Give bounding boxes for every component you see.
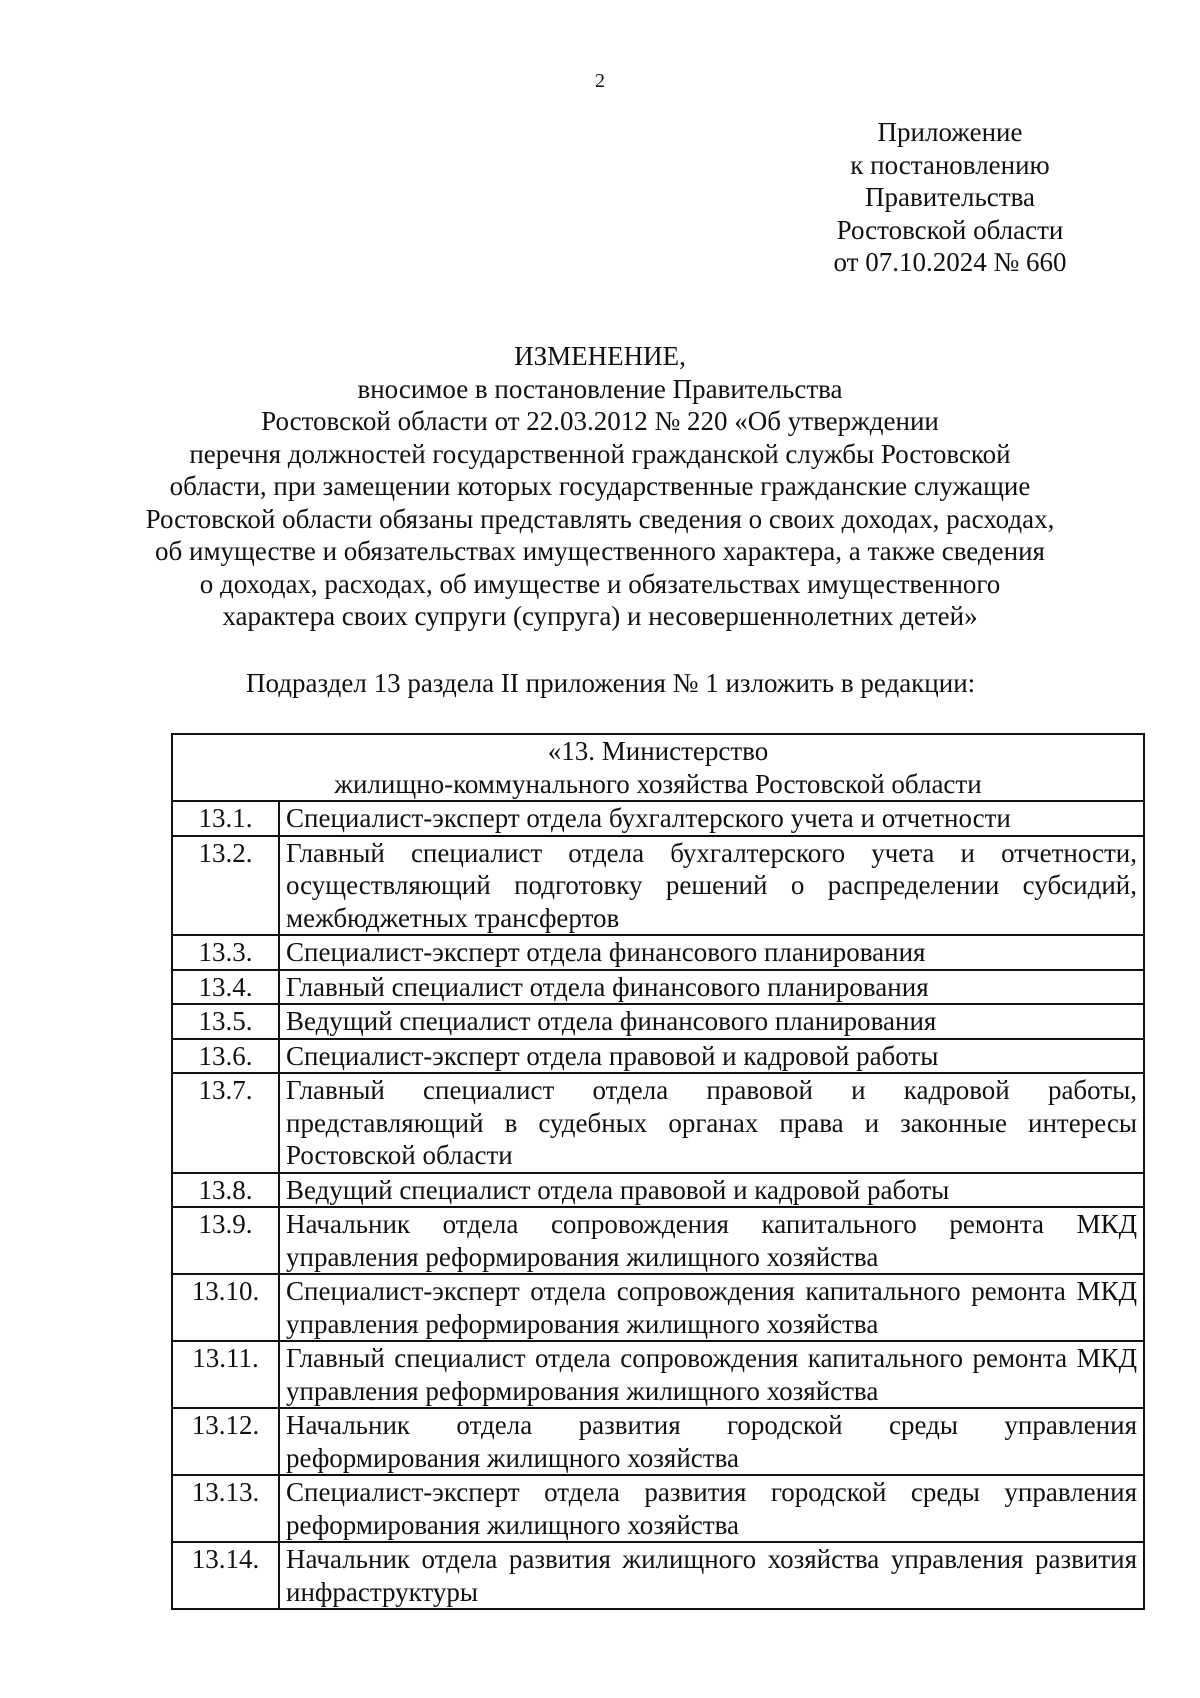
position-number: 13.6. bbox=[172, 1039, 279, 1074]
position-number: 13.9. bbox=[172, 1207, 279, 1274]
position-title: Главный специалист отдела бухгалтерского учета и отчетности, осуществляющий подготовку решений о распределении субсидий, межбюджетных трансфертов bbox=[279, 836, 1144, 936]
table-row bbox=[172, 1039, 1144, 1074]
position-title: Главный специалист отдела сопровождения капитального ремонта МКД управления реформирования жилищного хозяйства bbox=[279, 1341, 1144, 1408]
position-number: 13.2. bbox=[172, 836, 279, 936]
table-row bbox=[172, 1004, 1144, 1039]
table-row bbox=[172, 836, 1144, 936]
position-number: 13.13. bbox=[172, 1475, 279, 1542]
positions-table bbox=[171, 733, 1145, 1610]
title-line: Ростовской области от 22.03.2012 № 220 «Об утверждении bbox=[261, 406, 939, 436]
position-number: 13.14. bbox=[172, 1542, 279, 1609]
table-row bbox=[172, 970, 1144, 1005]
position-title: Начальник отдела развития жилищного хозяйства управления развития инфраструктуры bbox=[279, 1542, 1144, 1609]
document-title bbox=[120, 340, 1080, 633]
approval-line: Приложение bbox=[877, 117, 1023, 147]
position-title: Начальник отдела развития городской среды управления реформирования жилищного хозяйства bbox=[279, 1408, 1144, 1475]
table-row bbox=[172, 801, 1144, 836]
position-number: 13.10. bbox=[172, 1274, 279, 1341]
position-number: 13.11. bbox=[172, 1341, 279, 1408]
ministry-name: жилищно-коммунального хозяйства Ростовской области bbox=[334, 768, 982, 799]
title-line: перечня должностей государственной гражданской службы Ростовской bbox=[189, 438, 1011, 469]
table-row bbox=[172, 1207, 1144, 1274]
position-number: 13.1. bbox=[172, 801, 279, 836]
approval-line: Правительства bbox=[865, 182, 1035, 212]
position-title: Специалист-эксперт отдела финансового планирования bbox=[279, 935, 1144, 970]
table-row bbox=[172, 1408, 1144, 1475]
position-title: Главный специалист отдела финансового планирования bbox=[279, 970, 1144, 1005]
table-row bbox=[172, 1341, 1144, 1408]
title-heading: ИЗМЕНЕНИЕ, bbox=[514, 341, 686, 371]
position-title: Начальник отдела сопровождения капитального ремонта МКД управления реформирования жилищного хозяйства bbox=[279, 1207, 1144, 1274]
position-number: 13.5. bbox=[172, 1004, 279, 1039]
intro-paragraph: Подраздел 13 раздела II приложения № 1 изложить в редакции: bbox=[246, 668, 976, 698]
table-row bbox=[172, 1475, 1144, 1542]
position-title: Специалист-эксперт отдела сопровождения капитального ремонта МКД управления реформирования жилищного хозяйства bbox=[279, 1274, 1144, 1341]
approval-line: к постановлению bbox=[850, 149, 1050, 180]
table-row bbox=[172, 935, 1144, 970]
position-title: Ведущий специалист отдела финансового планирования bbox=[279, 1004, 1144, 1039]
position-title: Специалист-эксперт отдела развития городской среды управления реформирования жилищного хозяйства bbox=[279, 1475, 1144, 1542]
table-row bbox=[172, 1073, 1144, 1173]
position-title: Главный специалист отдела правовой и кадровой работы, представляющий в судебных органах права и законные интересы Ростовской области bbox=[279, 1073, 1144, 1173]
approval-line: Ростовской области bbox=[836, 214, 1064, 245]
position-title: Специалист-эксперт отдела бухгалтерского учета и отчетности bbox=[279, 801, 1144, 836]
title-line: характера своих супруги (супруга) и несовершеннолетних детей» bbox=[222, 601, 978, 631]
position-number: 13.12. bbox=[172, 1408, 279, 1475]
table-row bbox=[172, 1173, 1144, 1208]
ministry-number: «13. Министерство bbox=[547, 736, 769, 766]
position-title: Специалист-эксперт отдела правовой и кадровой работы bbox=[279, 1039, 1144, 1074]
title-line: о доходах, расходах, об имуществе и обязательствах имущественного bbox=[199, 568, 1001, 599]
table-row bbox=[172, 1542, 1144, 1609]
approval-block bbox=[820, 116, 1080, 279]
approval-line: от 07.10.2024 № 660 bbox=[833, 247, 1067, 277]
table-header-cell bbox=[172, 734, 1144, 801]
title-line: вносимое в постановление Правительства bbox=[357, 373, 843, 404]
position-number: 13.7. bbox=[172, 1073, 279, 1173]
position-number: 13.3. bbox=[172, 935, 279, 970]
position-number: 13.8. bbox=[172, 1173, 279, 1208]
position-title: Ведущий специалист отдела правовой и кадровой работы bbox=[279, 1173, 1144, 1208]
page-number: 2 bbox=[595, 70, 605, 92]
table-header-row bbox=[172, 734, 1144, 801]
title-line: области, при замещении которых государственные гражданские служащие bbox=[169, 471, 1031, 501]
table-row bbox=[172, 1274, 1144, 1341]
title-line: об имуществе и обязательствах имущественного характера, а также сведения bbox=[155, 536, 1045, 566]
position-number: 13.4. bbox=[172, 970, 279, 1005]
title-line: Ростовской области обязаны представлять сведения о своих доходах, расходах, bbox=[145, 503, 1055, 534]
